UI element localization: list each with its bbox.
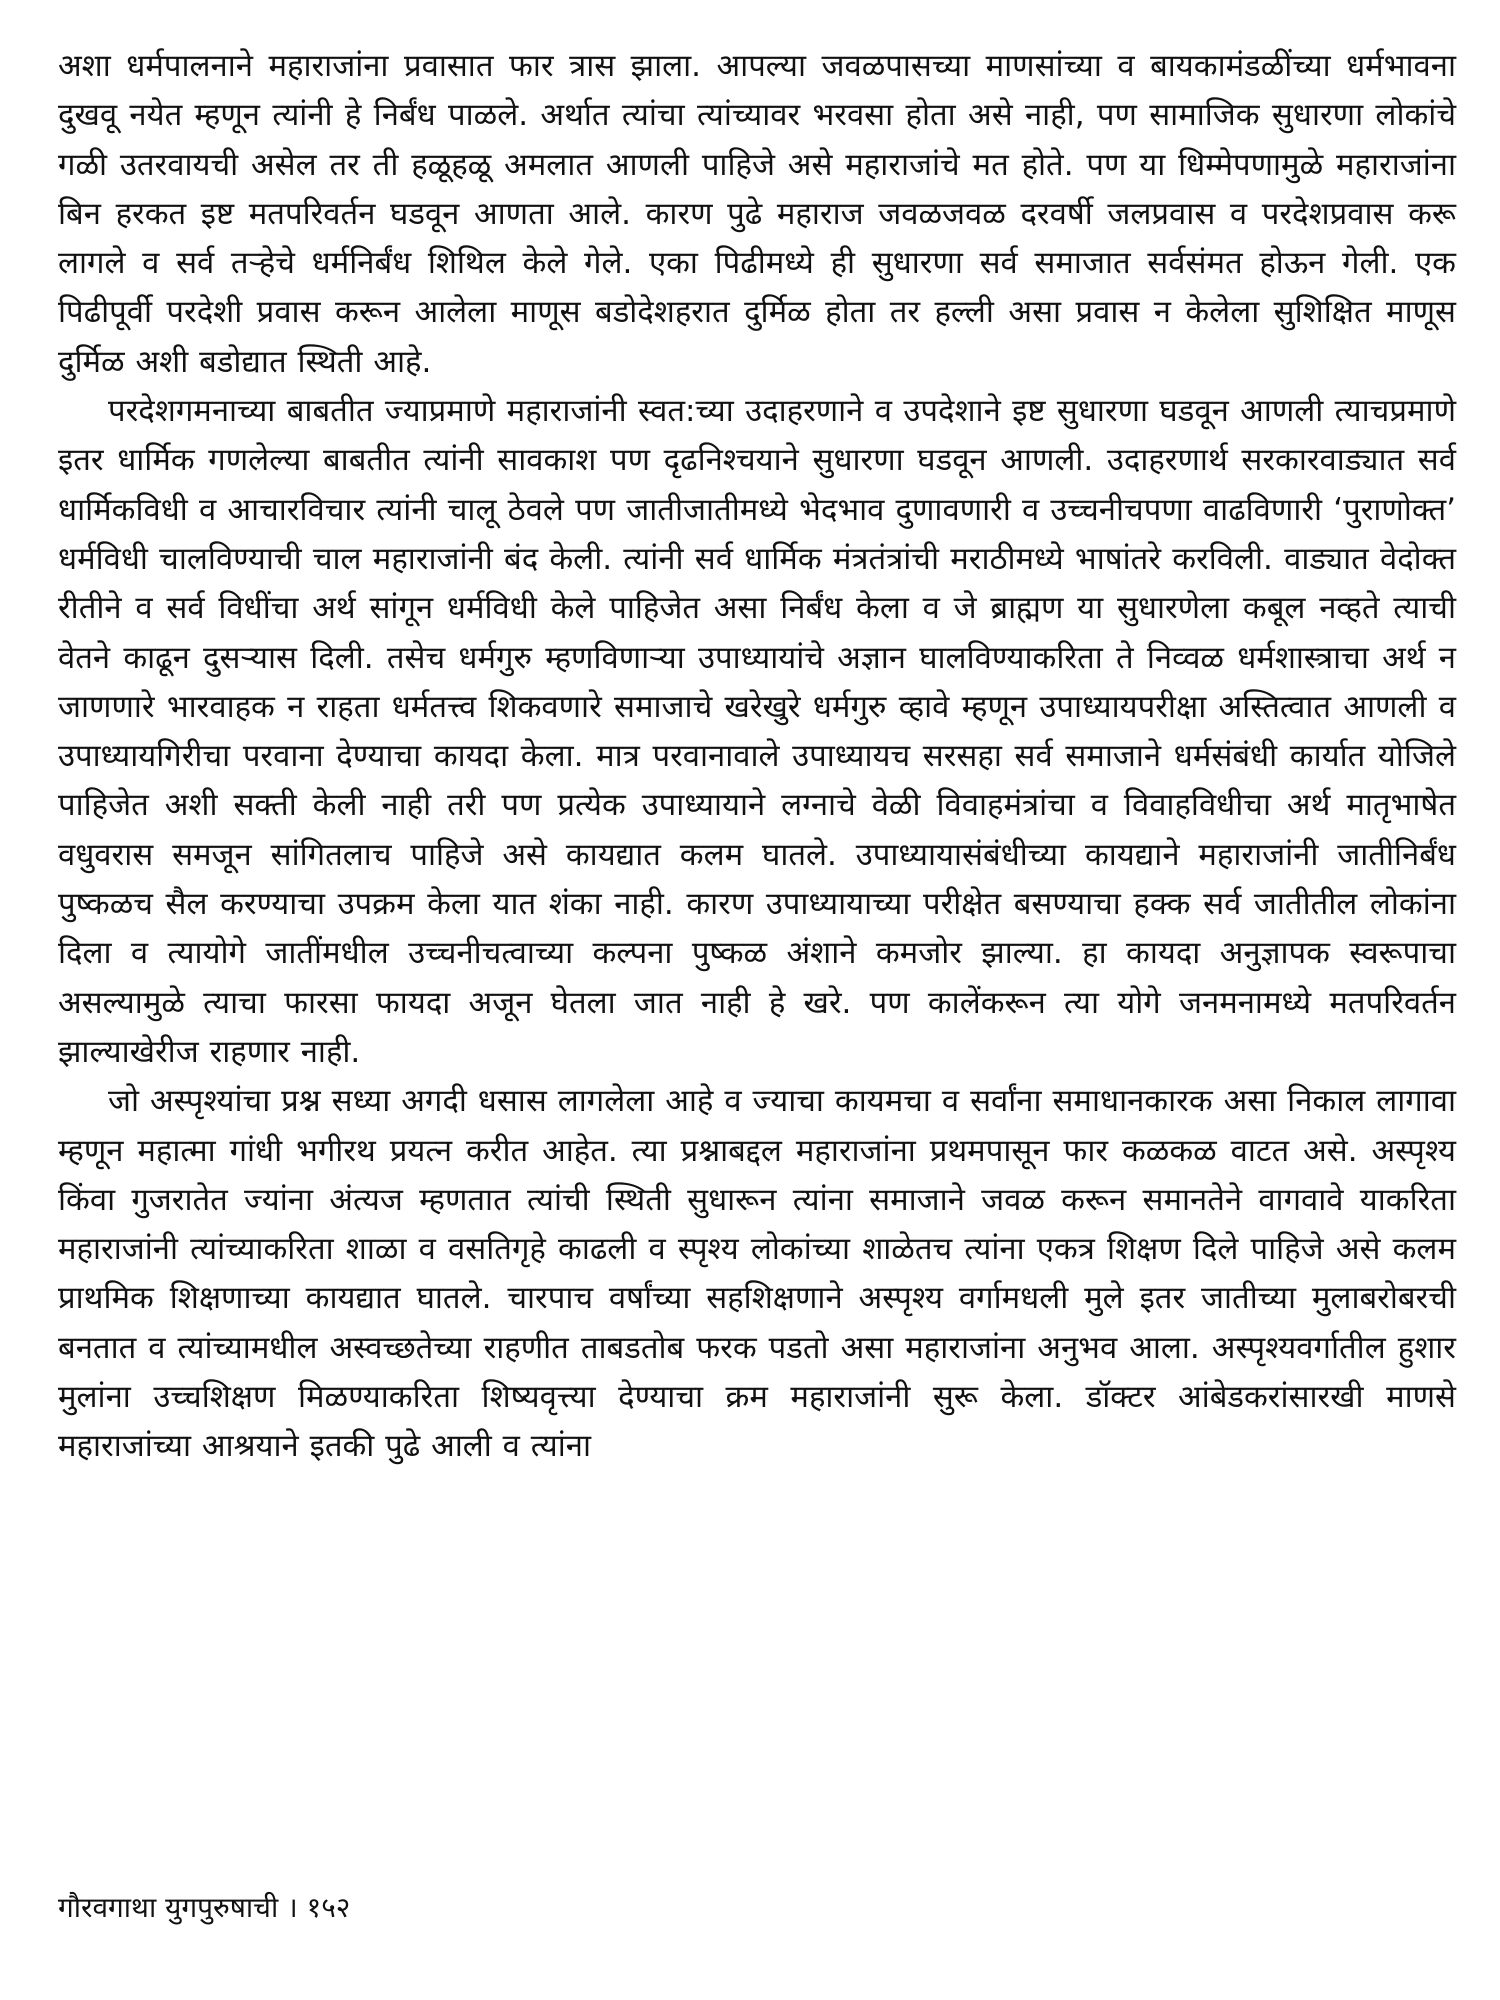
page-body	[58, 42, 1456, 1472]
paragraph-3: जो अस्पृश्यांचा प्रश्न सध्या अगदी धसास लागलेला आहे व ज्याचा कायमचा व सर्वांना समाधानकारक असा निकाल लागावा म्हणून महात्मा गांधी भगीरथ प्रयत्न करीत आहेत. त्या प्रश्नाबद्दल महाराजांना प्रथमपासून फार कळकळ वाटत असे. अस्पृश्य किंवा गुजरातेत ज्यांना अंत्यज म्हणतात त्यांची स्थिती सुधारून त्यांना समाजाने जवळ करून समानतेने वागवावे याकरिता महाराजांनी त्यांच्याकरिता शाळा व वसतिगृहे काढली व स्पृश्य लोकांच्या शाळेतच त्यांना एकत्र शिक्षण दिले पाहिजे असे कलम प्राथमिक शिक्षणाच्या कायद्यात घातले. चारपाच वर्षांच्या सहशिक्षणाने अस्पृश्य वर्गामधली मुले इतर जातीच्या मुलाबरोबरची बनतात व त्यांच्यामधील अस्वच्छतेच्या राहणीत ताबडतोब फरक पडतो असा महाराजांना अनुभव आला. अस्पृश्यवर्गातील हुशार मुलांना उच्चशिक्षण मिळण्याकरिता शिष्यवृत्त्या देण्याचा क्रम महाराजांनी सुरू केला. डॉक्टर आंबेडकरांसारखी माणसे महाराजांच्या आश्रयाने इतकी पुढे आली व त्यांना	[58, 1083, 1456, 1465]
paragraph-1: अशा धर्मपालनाने महाराजांना प्रवासात फार त्रास झाला. आपल्या जवळपासच्या माणसांच्या व बायकामंडळींच्या धर्मभावना दुखवू नयेत म्हणून त्यांनी हे निर्बंध पाळले. अर्थात त्यांचा त्यांच्यावर भरवसा होता असे नाही, पण सामाजिक सुधारणा लोकांचे गळी उतरवायची असेल तर ती हळूहळू अमलात आणली पाहिजे असे महाराजांचे मत होते. पण या धिम्मेपणामुळे महाराजांना बिन हरकत इष्ट मतपरिवर्तन घडवून आणता आले. कारण पुढे महाराज जवळजवळ दरवर्षी जलप्रवास व परदेशप्रवास करू लागले व सर्व तऱ्हेचे धर्मनिर्बंध शिथिल केले गेले. एका पिढीमध्ये ही सुधारणा सर्व समाजात सर्वसंमत होऊन गेली. एक पिढीपूर्वी परदेशी प्रवास करून आलेला माणूस बडोदेशहरात दुर्मिळ होता तर हल्ली असा प्रवास न केलेला सुशिक्षित माणूस दुर्मिळ अशी बडोद्यात स्थिती आहे.	[58, 48, 1456, 380]
paragraph-2: परदेशगमनाच्या बाबतीत ज्याप्रमाणे महाराजांनी स्वत:च्या उदाहरणाने व उपदेशाने इष्ट सुधारणा घडवून आणली त्याचप्रमाणे इतर धार्मिक गणलेल्या बाबतीत त्यांनी सावकाश पण दृढनिश्चयाने सुधारणा घडवून आणली. उदाहरणार्थ सरकारवाड्यात सर्व धार्मिकविधी व आचारविचार त्यांनी चालू ठेवले पण जातीजातीमध्ये भेदभाव दुणावणारी व उच्चनीचपणा वाढविणारी ‘पुराणोक्त’ धर्मविधी चालविण्याची चाल महाराजांनी बंद केली. त्यांनी सर्व धार्मिक मंत्रतंत्रांची मराठीमध्ये भाषांतरे करविली. वाड्यात वेदोक्त रीतीने व सर्व विधींचा अर्थ सांगून धर्मविधी केले पाहिजेत असा निर्बंध केला व जे ब्राह्मण या सुधारणेला कबूल नव्हते त्याची वेतने काढून दुसऱ्यास दिली. तसेच धर्मगुरु म्हणविणाऱ्या उपाध्यायांचे अज्ञान घालविण्याकरिता ते निव्वळ धर्मशास्त्राचा अर्थ न जाणणारे भारवाहक न राहता धर्मतत्त्व शिकवणारे समाजाचे खरेखुरे धर्मगुरु व्हावे म्हणून उपाध्यायपरीक्षा अस्तित्वात आणली व उपाध्यायगिरीचा परवाना देण्याचा कायदा केला. मात्र परवानावाले उपाध्यायच सरसहा सर्व समाजाने धर्मसंबंधी कार्यात योजिले पाहिजेत अशी सक्ती केली नाही तरी पण प्रत्येक उपाध्यायाने लग्नाचे वेळी विवाहमंत्रांचा व विवाहविधीचा अर्थ मातृभाषेत वधुवरास समजून सांगितलाच पाहिजे असे कायद्यात कलम घातले. उपाध्यायासंबंधीच्या कायद्याने महाराजांनी जातीनिर्बंध पुष्कळच सैल करण्याचा उपक्रम केला यात शंका नाही. कारण उपाध्यायाच्या परीक्षेत बसण्याचा हक्क सर्व जातीतील लोकांना दिला व त्यायोगे जातींमधील उच्चनीचत्वाच्या कल्पना पुष्कळ अंशाने कमजोर झाल्या. हा कायदा अनुज्ञापक स्वरूपाचा असल्यामुळे त्याचा फारसा फायदा अजून घेतला जात नाही हे खरे. पण कालेंकरून त्या योगे जनमनामध्ये मतपरिवर्तन झाल्याखेरीज राहणार नाही.	[58, 393, 1456, 1070]
footer-book-title: गौरवगाथा युगपुरुषाची	[58, 1891, 279, 1924]
footer-page-number: १५२	[306, 1891, 351, 1924]
footer-separator: ।	[287, 1891, 298, 1924]
page-footer	[58, 1888, 350, 1928]
